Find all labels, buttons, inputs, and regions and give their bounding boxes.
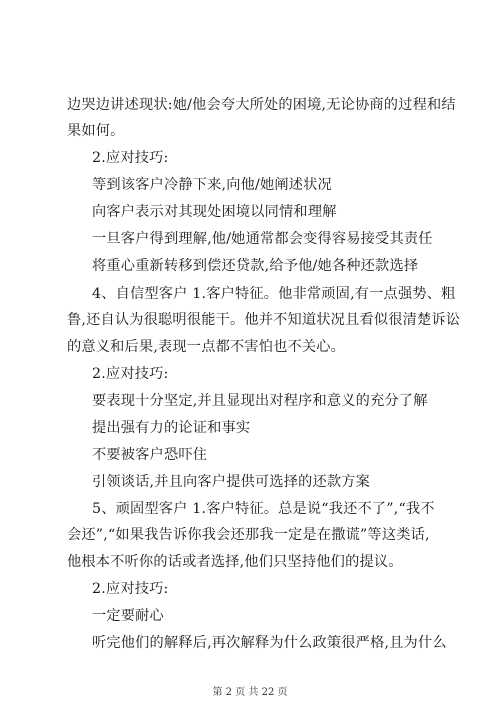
text-line: 鲁,还自认为很聪明很能干。他并不知道状况且看似很清楚诉讼 — [67, 312, 461, 328]
text-line: 引领谈话,并且向客户提供可选择的还款方案 — [92, 474, 371, 490]
text-line: 一定要耐心 — [92, 608, 164, 624]
text-line: 听完他们的解释后,再次解释为什么政策很严格,且为什么 — [92, 635, 447, 651]
text-line: 2.应对技巧: — [92, 366, 169, 382]
text-line: 一旦客户得到理解,他/她通常都会变得容易接受其责任 — [92, 231, 433, 247]
text-line: 不要被客户恐吓住 — [92, 447, 208, 463]
text-line: 2.应对技巧: — [92, 581, 169, 597]
page-footer: 第 2 页 共 22 页 — [212, 687, 288, 698]
text-line: 果如何。 — [67, 123, 125, 139]
text-line: 向客户表示对其现处困境以同情和理解 — [92, 204, 337, 220]
text-line: 4、自信型客户 1.客户特征。他非常顽固,有一点强势、粗 — [92, 286, 456, 302]
text-line: 等到该客户冷静下来,向他/她阐述状况 — [92, 177, 332, 193]
text-line: 他根本不听你的话或者选择,他们只坚持他们的提议。 — [67, 554, 403, 570]
text-line: 会还”,“如果我告诉你我会还那我一定是在撒谎”等这类话, — [67, 527, 430, 543]
text-line: 的意义和后果,表现一点都不害怕也不关心。 — [67, 339, 346, 355]
text-line: 要表现十分坚定,并且显现出对程序和意义的充分了解 — [92, 393, 428, 409]
text-line: 2.应对技巧: — [92, 150, 169, 166]
text-line: 提出强有力的论证和事实 — [92, 420, 251, 436]
text-line: 将重心重新转移到偿还贷款,给予他/她各种还款选择 — [92, 258, 419, 274]
text-line: 边哭边讲述现状:她/他会夸大所处的困境,无论协商的过程和结 — [67, 97, 456, 113]
text-line: 5、顽固型客户 1.客户特征。总是说“我还不了”,“我不 — [92, 501, 435, 517]
